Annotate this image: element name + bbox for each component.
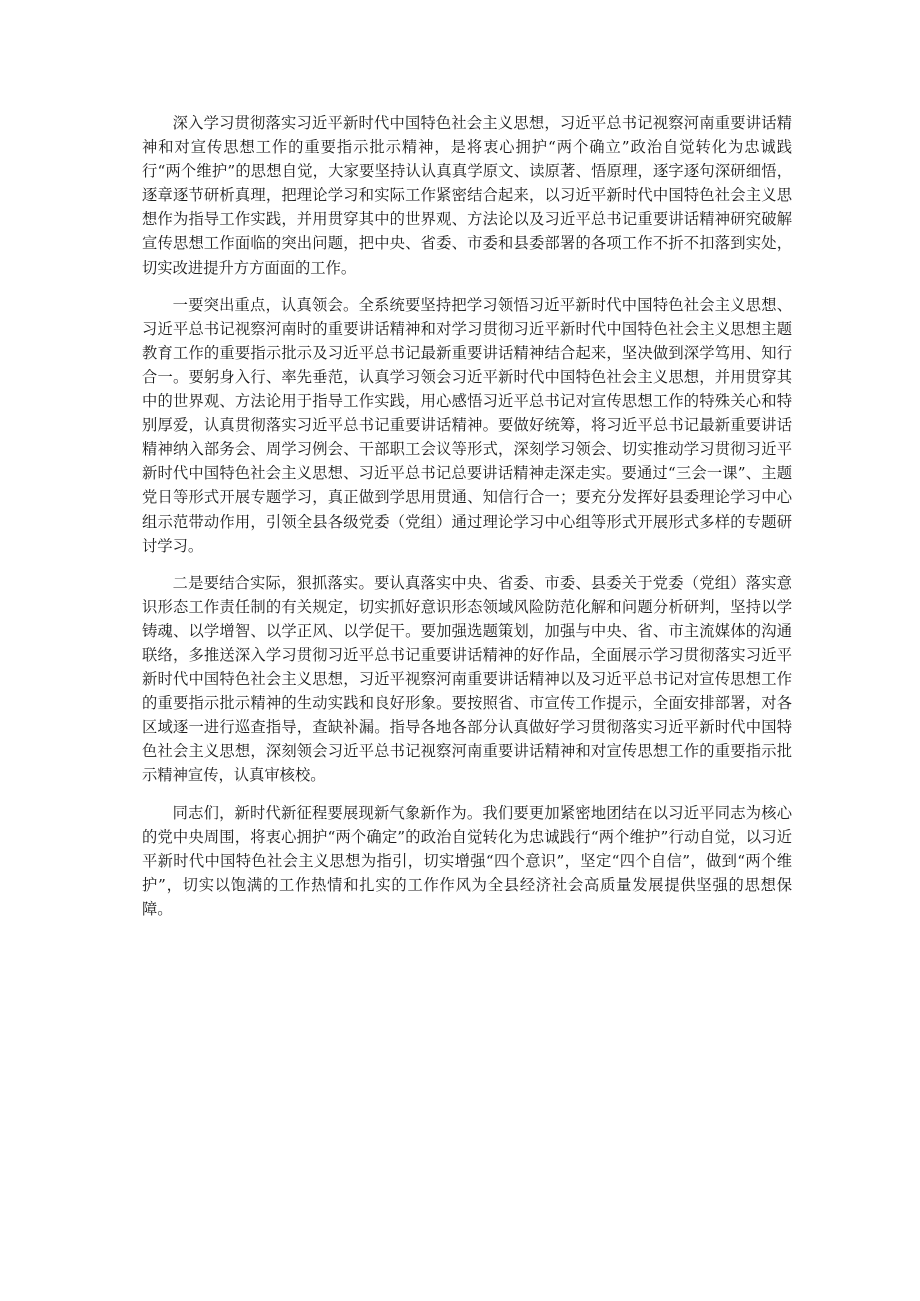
paragraph-point-one: 一要突出重点，认真领会。全系统要坚持把学习领悟习近平新时代中国特色社会主义思想、习近平总书记视察河南时的重要讲话精神和对学习贯彻习近平新时代中国特色社会主义思想主题教育工作的重要指示批示及习近平总书记最新重要讲话精神结合起来，坚决做到深学笃用、知行合一。要躬身入行、率先垂范，认真学习领会习近平新时代中国特色社会主义思想，并用贯穿其中的世界观、方法论用于指导工作实践，用心感悟习近平总书记对宣传思想工作的特殊关心和特别厚爱，认真贯彻落实习近平总书记重要讲话精神。要做好统筹，将习近平总书记最新重要讲话精神纳入部务会、周学习例会、干部职工会议等形式，深刻学习领会、切实推动学习贯彻习近平新时代中国特色社会主义思想、习近平总书记总要讲话精神走深走实。要通过“三会一课”、主题党日等形式开展专题学习，真正做到学思用贯通、知信行合一；要充分发挥好县委理论学习中心组示范带动作用，引领全县各级党委（党组）通过理论学习中心组等形式开展形式多样的专题研讨学习。: [142, 295, 792, 555]
document-body: [142, 111, 792, 934]
paragraph-conclusion: 同志们，新时代新征程要展现新气象新作为。我们要更加紧密地团结在以习近平同志为核心的党中央周围，将衷心拥护“两个确定”的政治自觉转化为忠诚践行“两个维护”行动自觉，以习近平新时代中国特色社会主义思想为指引，切实增强“四个意识”，坚定“四个自信”，做到“两个维护”，切实以饱满的工作热情和扎实的工作作风为全县经济社会高质量发展提供坚强的思想保障。: [142, 803, 792, 918]
paragraph-intro: 深入学习贯彻落实习近平新时代中国特色社会主义思想，习近平总书记视察河南重要讲话精神和对宣传思想工作的重要指示批示精神，是将衷心拥护“两个确立”政治自觉转化为忠诚践行“两个维护”的思想自觉，大家要坚持认认真真学原文、读原著、悟原理，逐字逐句深研细悟，逐章逐节研析真理，把理论学习和实际工作紧密结合起来，以习近平新时代中国特色社会主义思想作为指导工作实践，并用贯穿其中的世界观、方法论以及习近平总书记重要讲话精神研究破解宣传思想工作面临的突出问题，把中央、省委、市委和县委部署的各项工作不折不扣落到实处，切实改进提升方方面面的工作。: [142, 114, 792, 277]
paragraph-point-two: 二是要结合实际，狠抓落实。要认真落实中央、省委、市委、县委关于党委（党组）落实意识形态工作责任制的有关规定，切实抓好意识形态领域风险防范化解和问题分析研判，坚持以学铸魂、以学增智、以学正风、以学促干。要加强选题策划，加强与中央、省、市主流媒体的沟通联络，多推送深入学习贯彻习近平总书记重要讲话精神的好作品，全面展示学习贯彻落实习近平新时代中国特色社会主义思想，习近平视察河南重要讲话精神以及习近平总书记对宣传思想工作的重要指示批示精神的生动实践和良好形象。要按照省、市宣传工作提示，全面安排部署，对各区域逐一进行巡查指导，查缺补漏。指导各地各部分认真做好学习贯彻落实习近平新时代中国特色社会主义思想，深刻领会习近平总书记视察河南重要讲话精神和对宣传思想工作的重要指示批示精神宣传，认真审核校。: [142, 573, 792, 785]
